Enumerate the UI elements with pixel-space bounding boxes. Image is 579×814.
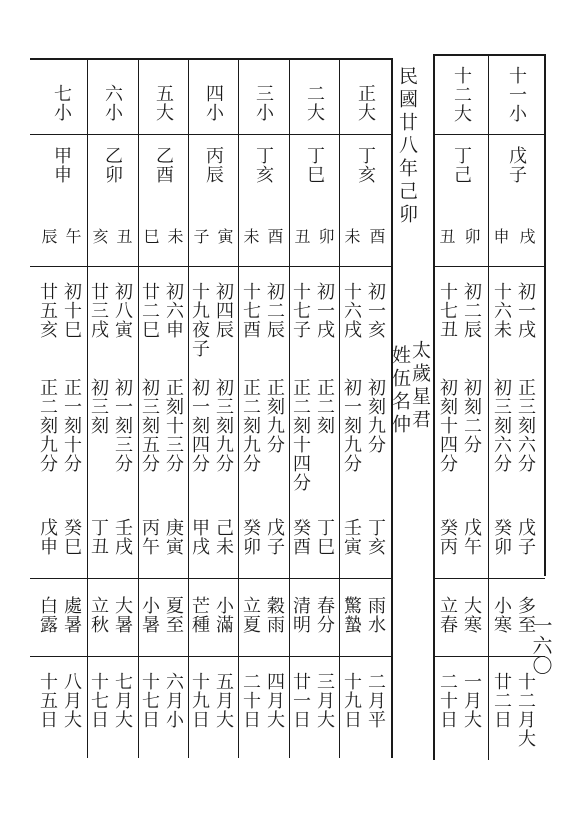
term-first: 雨水	[365, 596, 386, 634]
month-label: 七小	[51, 84, 72, 122]
term-second: 小暑	[139, 596, 160, 634]
hour-b: 戌	[517, 228, 536, 244]
term-first: 大暑	[112, 596, 133, 634]
ganzhi-second: 丁丑	[88, 518, 109, 556]
date-first: 七月大	[112, 672, 133, 729]
month-label: 六小	[102, 84, 123, 122]
ke-first: 正三刻六分	[515, 378, 536, 473]
left-rule-3	[30, 578, 392, 579]
day-second: 十七子	[290, 282, 311, 339]
ke-first: 正刻九分	[264, 378, 285, 454]
right-top-rule	[433, 54, 545, 56]
ganzhi-second: 甲戌	[189, 518, 210, 556]
date-first: 二月平	[365, 672, 386, 729]
ganzhi: 乙酉	[153, 146, 174, 184]
ganzhi-second: 壬寅	[341, 518, 362, 556]
date-first: 六月小	[163, 672, 184, 729]
day-second: 廿三戌	[88, 282, 109, 339]
page-number: 一六〇	[529, 615, 553, 675]
ganzhi-second: 丙午	[139, 518, 160, 556]
left-rule-2	[30, 266, 392, 267]
ganzhi-first: 丁巳	[314, 518, 335, 556]
date-first: 三月大	[314, 672, 335, 729]
hour-a: 申	[491, 228, 510, 244]
ganzhi-first: 丁亥	[365, 518, 386, 556]
term-second: 芒種	[189, 596, 210, 634]
date-first: 八月大	[61, 672, 82, 729]
hour-b: 巳	[141, 228, 160, 244]
month-label: 二大	[304, 84, 325, 122]
term-second: 小寒	[491, 596, 512, 634]
ganzhi: 戊子	[506, 146, 527, 184]
hour-a: 酉	[367, 228, 386, 244]
day-first: 初六申	[163, 282, 184, 339]
date-second: 十五日	[37, 672, 58, 729]
left-top-rule	[30, 58, 392, 60]
ke-second: 初三刻五分	[139, 378, 160, 473]
ke-second: 初刻十四分	[437, 378, 458, 473]
date-second: 二十日	[437, 672, 458, 729]
term-second: 清明	[290, 596, 311, 634]
ke-second: 初三刻六分	[491, 378, 512, 473]
hour-a: 丑	[114, 228, 133, 244]
hour-b: 亥	[90, 228, 109, 244]
hour-a: 酉	[265, 228, 284, 244]
date-first: 五月大	[213, 672, 234, 729]
ganzhi: 丁亥	[253, 146, 274, 184]
ganzhi-first: 戊午	[461, 518, 482, 556]
ganzhi: 丙辰	[203, 146, 224, 184]
hour-a: 寅	[215, 228, 234, 244]
title-year: 民國廿八年己卯	[396, 66, 418, 227]
date-first: 十二月大	[515, 672, 536, 748]
right-rule-3	[433, 578, 545, 579]
hour-a: 卯	[316, 228, 335, 244]
ganzhi: 乙卯	[102, 146, 123, 184]
term-second: 立秋	[88, 596, 109, 634]
date-second: 十九日	[341, 672, 362, 729]
day-second: 十七丑	[437, 282, 458, 339]
date-second: 二十日	[240, 672, 261, 729]
term-second: 立夏	[240, 596, 261, 634]
ganzhi: 丁亥	[355, 146, 376, 184]
date-second: 十七日	[88, 672, 109, 729]
date-first: 一月大	[461, 672, 482, 729]
ke-first: 正二刻	[314, 378, 335, 435]
ganzhi-first: 庚寅	[163, 518, 184, 556]
ke-first: 正一刻十分	[61, 378, 82, 473]
right-rule-2	[433, 266, 545, 267]
left-col-rule-3	[238, 58, 239, 758]
ke-second: 初三刻	[88, 378, 109, 435]
day-first: 初十巳	[61, 282, 82, 339]
ke-first: 正刻十三分	[163, 378, 184, 473]
month-label: 十一小	[506, 66, 527, 123]
ganzhi-first: 癸巳	[61, 518, 82, 556]
day-second: 十六戌	[341, 282, 362, 339]
ganzhi-second: 戊申	[37, 518, 58, 556]
month-label: 五大	[153, 84, 174, 122]
left-rule-4	[30, 656, 392, 657]
hour-b: 丑	[292, 228, 311, 244]
month-label: 十二大	[451, 66, 472, 123]
title-name: 姓伍名仲	[389, 345, 411, 437]
date-second: 十九日	[189, 672, 210, 729]
hour-a: 午	[63, 228, 82, 244]
day-first: 初一戌	[515, 282, 536, 339]
ke-first: 初三刻九分	[213, 378, 234, 473]
hour-b: 未	[342, 228, 361, 244]
right-block-right-edge	[544, 54, 546, 576]
term-first: 大寒	[461, 596, 482, 634]
right-block-divider	[488, 54, 489, 760]
day-second: 十七酉	[240, 282, 261, 339]
term-second: 白露	[37, 596, 58, 634]
ke-second: 正二刻十四分	[290, 378, 311, 492]
ke-second: 正二刻九分	[240, 378, 261, 473]
date-second: 十七日	[139, 672, 160, 729]
day-first: 初二辰	[461, 282, 482, 339]
ganzhi-first: 戊子	[264, 518, 285, 556]
term-first: 夏至	[163, 596, 184, 634]
hour-b: 未	[241, 228, 260, 244]
hour-a: 未	[165, 228, 184, 244]
ganzhi-second: 癸卯	[240, 518, 261, 556]
ke-second: 初一刻四分	[189, 378, 210, 473]
ganzhi-first: 己未	[213, 518, 234, 556]
hour-b: 卯	[462, 228, 481, 244]
ke-first: 初刻二分	[461, 378, 482, 454]
ke-first: 初一刻三分	[112, 378, 133, 473]
ke-second: 正二刻九分	[37, 378, 58, 473]
ganzhi-second: 癸丙	[437, 518, 458, 556]
ganzhi: 丁己	[451, 146, 472, 184]
day-first: 初一戌	[314, 282, 335, 339]
ke-first: 初刻九分	[365, 378, 386, 454]
ganzhi-second: 癸酉	[290, 518, 311, 556]
term-first: 小滿	[213, 596, 234, 634]
date-second: 廿一日	[290, 672, 311, 729]
hour-b: 辰	[39, 228, 58, 244]
term-first: 春分	[314, 596, 335, 634]
day-first: 初八寅	[112, 282, 133, 339]
date-second: 廿二日	[491, 672, 512, 729]
left-rule-1	[30, 134, 392, 135]
month-label: 正大	[355, 84, 376, 122]
term-first: 多至	[515, 596, 536, 634]
day-second: 廿二巳	[139, 282, 160, 339]
hour-a: 丑	[437, 228, 456, 244]
month-label: 四小	[203, 84, 224, 122]
ganzhi-second: 癸卯	[491, 518, 512, 556]
left-col-rule-5	[339, 58, 340, 758]
ganzhi-first: 壬戌	[112, 518, 133, 556]
hour-b: 子	[191, 228, 210, 244]
title-deity: 太歲星君	[409, 340, 431, 432]
right-rule-1	[433, 134, 545, 135]
ganzhi: 甲申	[51, 146, 72, 184]
term-first: 穀雨	[264, 596, 285, 634]
day-second: 十九夜子	[189, 282, 210, 358]
day-first: 初二辰	[264, 282, 285, 339]
day-first: 初四辰	[213, 282, 234, 339]
term-second: 立春	[437, 596, 458, 634]
ke-second: 初一刻九分	[341, 378, 362, 473]
ganzhi: 丁巳	[304, 146, 325, 184]
day-second: 十六未	[491, 282, 512, 339]
term-first: 處暑	[61, 596, 82, 634]
day-second: 廿五亥	[37, 282, 58, 339]
day-first: 初一亥	[365, 282, 386, 339]
month-label: 三小	[253, 84, 274, 122]
date-first: 四月大	[264, 672, 285, 729]
ganzhi-first: 戊子	[515, 518, 536, 556]
right-block-left-edge	[433, 54, 435, 760]
term-second: 驚蟄	[341, 596, 362, 634]
